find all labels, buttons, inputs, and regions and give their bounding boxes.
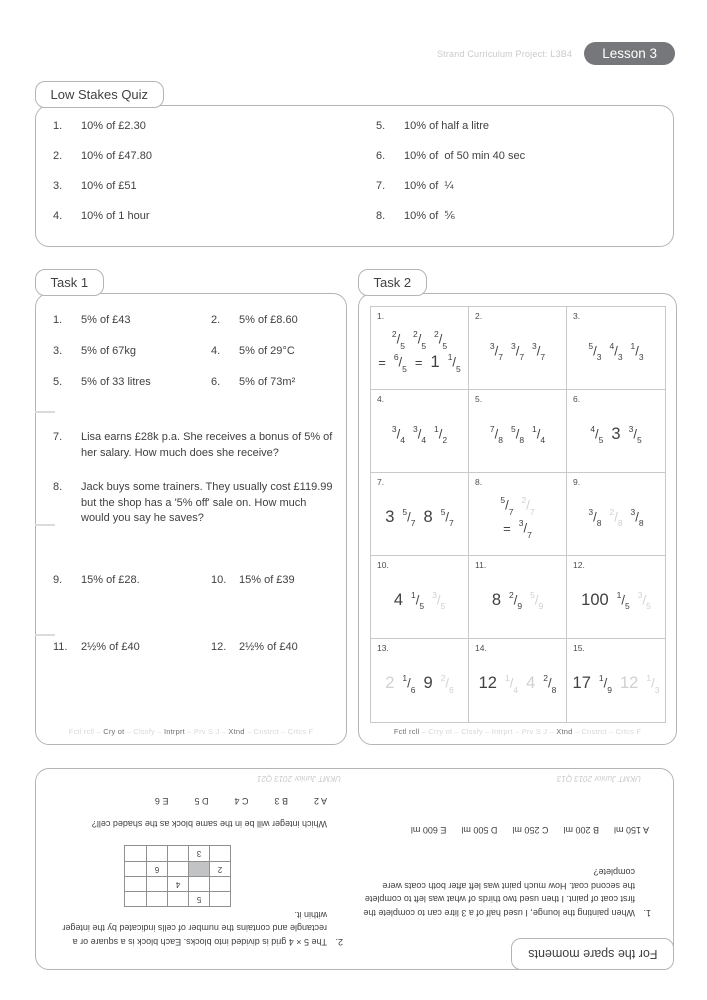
item-number: 3. [53,345,63,357]
item-number: 10. [211,574,227,586]
item-number: 3. [53,180,63,192]
task1-word-problem [53,430,339,461]
skills-separator: – [154,727,164,736]
fraction: $^3/_7$ [518,518,532,540]
answer-option: C 4 [234,796,249,806]
answer-option: D 500 ml [461,825,498,835]
puzzle-cell: 2 [209,861,230,876]
quiz-item [376,120,525,133]
skills-separator: – [278,727,288,736]
answer-option: E 6 [154,796,169,806]
task2-cell-15 [567,639,665,722]
section-tick [35,634,55,636]
item-number: 6. [211,376,221,388]
fraction: $^7/_8$ [489,423,503,446]
fraction-line [588,342,643,361]
fraction-line [500,496,534,515]
task2-cell-7 [371,473,469,556]
number: 4 [526,674,536,692]
fraction: $^1/_5$ [447,351,461,374]
fraction-line [392,425,447,444]
cell-number: 6. [573,394,581,404]
task1-word-problem [53,480,339,527]
task1-item [53,574,211,587]
item-text: 10% of £2.30 [81,120,146,132]
fraction: $^3/_7$ [532,340,546,363]
item-number: 4. [53,210,63,222]
fraction: $^2/_6$ [440,673,454,695]
skill-label: Intrprt [491,727,513,736]
quiz-item [53,210,152,223]
skills-separator: – [572,727,582,736]
item-text: 10% of ⅚ [404,210,456,222]
skill-label: Clssfy [133,727,155,736]
skill-label: Prv S J [521,727,548,736]
skills-separator: – [184,727,194,736]
answer-option: D 5 [194,796,209,806]
item-number: 8. [376,210,386,222]
number: 3 [611,424,621,443]
number: 1 [430,352,440,371]
task1-grid-items [53,314,336,407]
fraction: $^3/_8$ [588,506,602,529]
fraction: $^5/_7$ [402,506,416,529]
item-text: 15% of £28. [81,574,140,586]
cell-content [371,556,468,638]
answer-option: A 2 [313,796,327,806]
cell-number: 11. [475,560,487,570]
puzzle-cell [167,861,188,876]
puzzle-grid-figure [124,845,231,907]
fraction-line [490,425,545,444]
task1-item [53,641,211,654]
question-body: The 5 × 4 grid is divided into blocks. Each block is a square or a rectangle and contains the number of cells indicated by the integer within it. [62,910,327,947]
skill-label: Fctl rcll [68,727,95,736]
quiz-item [53,120,152,133]
cell-number: 2. [475,311,483,321]
quiz-item [376,210,525,223]
question-text [351,865,651,919]
section-tick [35,411,55,413]
task1-panel [35,275,347,745]
fraction-line [588,508,643,527]
item-text: 5% of £43 [81,314,131,326]
cell-content [371,473,468,555]
fraction-line [573,674,660,693]
task2-fraction-grid [370,306,666,723]
number: 100 [581,590,609,609]
puzzle-cell [125,861,146,876]
puzzle-cell [125,876,146,891]
question-text [48,908,343,949]
cell-number: 7. [377,477,385,487]
answer-options [155,794,327,808]
skills-separator: – [419,727,429,736]
cell-number: 15. [573,643,585,653]
fraction: $^3/_7$ [510,340,525,363]
item-number: 2. [211,314,221,326]
task1-item [211,641,336,654]
fraction-line [385,508,454,527]
project-label: Strand Curriculum Project: L3B4 [436,48,573,59]
fraction-line [503,519,532,538]
task1-item [211,376,336,389]
fraction: $^2/_5$ [391,329,405,351]
fraction: $^3/_7$ [489,340,503,363]
quiz-item [53,180,152,193]
task1-title-tab: Task 1 [35,269,105,296]
item-text: 10% of £51 [81,180,137,192]
cell-number: 3. [573,311,581,321]
fraction: $^5/_7$ [440,506,454,529]
item-number: 4. [211,345,221,357]
question-prompt: Which integer will be in the same block as the shaded cell? [91,819,327,829]
cell-number: 10. [377,560,389,570]
cell-number: 5. [475,394,483,404]
number: 4 [393,590,403,609]
fraction: $^2/_7$ [521,495,535,517]
puzzle-cell: 4 [167,876,188,891]
puzzle-cell [146,891,167,906]
number: 2 [385,674,395,692]
skill-label: Xtnd [556,727,573,736]
fraction-line [581,591,651,610]
fraction: $^1/_5$ [616,589,630,612]
puzzle-cell [146,876,167,891]
item-number: 8. [53,481,63,493]
question-body: When painting the lounge, I used half of a 3 litre can to complete the first coat of paint. I then used two thirds of what was left to complete the second coat. How much paint was left after both coats were complete? [363,867,635,918]
section-tick [35,524,55,526]
fraction-line [394,591,445,610]
answer-option: A 150 ml [613,825,649,835]
spare-question-2 [43,769,343,969]
task2-cell-2 [469,307,567,390]
fraction-line [385,674,454,693]
fraction: $^5/_8$ [510,423,525,446]
cell-number: 14. [475,643,487,653]
cell-content [371,639,468,722]
cell-number: 13. [377,643,389,653]
page-header [437,42,675,65]
fraction: $^5/_7$ [500,495,514,517]
number: 12 [478,674,497,692]
cell-number: 12. [573,560,585,570]
skill-label: Crtcs F [287,727,314,736]
source-label: UKMT Junior 2013 Q13 [556,774,641,783]
fraction: $^6/_5$ [393,351,407,374]
answer-option: B 200 ml [563,825,599,835]
number: 9 [423,674,433,692]
fraction: $^2/_5$ [434,329,448,351]
item-text: 10% of half a litre [404,120,489,132]
fraction: $^3/_5$ [637,589,651,612]
task2-cell-1 [371,307,469,390]
item-text: 10% of ¼ [404,180,454,192]
fraction: $^1/_9$ [598,673,612,695]
fraction: $^2/_9$ [509,589,523,612]
fraction: $^3/_8$ [630,506,644,529]
skill-label: Cry ot [103,727,125,736]
quiz-item [376,150,525,163]
puzzle-cell [209,876,230,891]
item-number: 5. [53,376,63,388]
skill-label: Crry ot [428,727,453,736]
fraction-line [392,330,447,349]
cell-content [371,307,468,389]
task2-cell-5 [469,390,567,473]
cell-content [469,556,566,638]
skill-label: Xtnd [228,727,245,736]
item-number: 9. [53,574,63,586]
fraction-line [378,353,461,372]
item-text: Lisa earns £28k p.a. She receives a bonus of 5% of her salary. How much does she receive? [81,431,336,459]
fraction-line [490,342,545,361]
task2-cell-6 [567,390,665,473]
number: 17 [572,674,591,692]
puzzle-cell [209,891,230,906]
task1-bottom-items [53,574,336,708]
item-text: Jack buys some trainers. They usually cost £119.99 but the shop has a '5% off' sale on. How much would you say he saves? [81,481,336,524]
spare-moments-panel [35,768,674,970]
number: 8 [491,590,501,609]
puzzle-cell [167,891,188,906]
cell-content [567,473,665,555]
fraction: $^1/_4$ [532,423,546,446]
task1-item [211,314,336,327]
number: = [503,520,511,536]
answer-option: B 3 [274,796,288,806]
task1-item [53,314,211,327]
fraction: $^5/_9$ [530,589,544,612]
item-number: 6. [376,150,386,162]
task1-item [211,345,336,358]
skill-label: Intrprt [163,727,185,736]
cell-content [567,639,665,722]
fraction: $^3/_5$ [432,589,446,612]
item-number: 1. [53,120,63,132]
skill-label: Cnstrct [581,727,607,736]
quiz-column-left [53,120,152,240]
item-number: 2. [53,150,63,162]
skills-separator: – [512,727,522,736]
fraction: $^1/_3$ [646,673,660,695]
cell-content [469,390,566,472]
question-number: 1. [643,908,651,918]
puzzle-cell [146,846,167,861]
item-text: 2½% of £40 [81,641,140,653]
item-number: 12. [211,641,227,653]
item-number: 1. [53,314,63,326]
fraction: $^3/_4$ [391,423,405,446]
fraction: $^3/_4$ [412,423,427,446]
puzzle-cell: 3 [188,846,209,861]
puzzle-cell [209,846,230,861]
fraction: $^4/_5$ [590,423,604,446]
number: 3 [385,507,395,526]
fraction: $^1/_4$ [504,673,519,695]
item-text: 15% of £39 [239,574,295,586]
skills-separator: – [452,727,462,736]
answer-option: E 600 ml [410,825,447,835]
fraction: $^3/_5$ [628,423,642,446]
item-number: 7. [53,431,63,443]
fraction: $^1/_5$ [411,589,425,612]
fraction: $^1/_3$ [630,340,644,363]
fraction: $^2/_5$ [412,329,427,351]
task1-item [53,345,211,358]
fraction: $^5/_3$ [588,340,602,363]
item-number: 5. [376,120,386,132]
task2-cell-12 [567,556,665,639]
task2-cell-13 [371,639,469,722]
task2-panel [358,275,677,745]
item-text: 2½% of £40 [239,641,298,653]
source-label: UKMT Junior 2013 Q21 [256,774,341,783]
puzzle-cell [188,876,209,891]
cell-number: 9. [573,477,581,487]
task1-item [53,376,211,389]
item-text: 10% of 1 hour [81,210,150,222]
number: = [414,354,423,370]
cell-content [567,556,665,638]
item-text: 5% of 73m² [239,376,296,388]
task2-cell-11 [469,556,567,639]
low-stakes-quiz-panel [35,87,674,247]
cell-number: 4. [377,394,385,404]
task1-item [211,574,336,587]
task2-title-tab: Task 2 [358,269,428,296]
fraction: $^1/_2$ [434,423,448,446]
puzzle-cell [167,846,188,861]
skill-label: Clssfy [461,727,483,736]
fraction-line [590,425,641,444]
fraction: $^1/_6$ [402,673,416,695]
number: 12 [620,674,639,692]
cell-content [469,307,566,389]
puzzle-cell: 6 [146,861,167,876]
task2-cell-4 [371,390,469,473]
spare-question-1 [346,769,651,969]
cell-number: 1. [377,311,385,321]
skills-separator: – [482,727,492,736]
fraction: $^2/_8$ [543,673,557,695]
question-number: 2. [335,937,343,947]
task2-cell-3 [567,307,665,390]
task1-skills-footer [36,727,346,736]
quiz-column-right [376,120,525,240]
skills-separator: – [547,727,557,736]
fraction-line [492,591,543,610]
cell-number: 8. [475,477,483,487]
skill-label: Prv S J [193,727,220,736]
item-text: 5% of £8.60 [239,314,298,326]
quiz-title-tab: Low Stakes Quiz [35,81,165,108]
quiz-item [53,150,152,163]
skills-separator: – [94,727,104,736]
cell-content [469,639,566,722]
spare-title-tab: For the spare moments [511,939,674,971]
item-number: 11. [53,641,68,653]
quiz-item [376,180,525,193]
item-text: 5% of 67kg [81,345,137,357]
puzzle-cell [125,891,146,906]
task2-cell-10 [371,556,469,639]
skill-label: Fctl rcll [393,727,420,736]
answer-options [411,823,649,837]
item-text: 5% of 33 litres [81,376,151,388]
skills-separator: – [244,727,254,736]
fraction: $^4/_3$ [609,340,623,363]
task2-skills-footer [359,727,676,736]
skills-separator: – [606,727,616,736]
cell-content [469,473,566,555]
item-text: 5% of 29°C [239,345,295,357]
task2-cell-8 [469,473,567,556]
lesson-badge: Lesson 3 [584,42,675,65]
cell-content [371,390,468,472]
rotated-content [36,769,673,969]
skill-label: Cnstrct [253,727,279,736]
task2-cell-9 [567,473,665,556]
number: 8 [423,507,433,526]
skill-label: Crtcs F [615,727,642,736]
skills-separator: – [124,727,134,736]
puzzle-cell [125,846,146,861]
item-number: 7. [376,180,386,192]
task2-cell-14 [469,639,567,722]
answer-option: C 250 ml [512,825,549,835]
task1-word-problems [53,430,339,546]
cell-content [567,390,665,472]
puzzle-cell: 5 [188,891,209,906]
item-text: 10% of of 50 min 40 sec [404,150,526,162]
puzzle-cell [188,861,209,876]
number: = [378,354,386,370]
item-text: 10% of £47.80 [81,150,152,162]
cell-content [567,307,665,389]
skills-separator: – [219,727,229,736]
fraction-line [479,674,557,693]
fraction: $^2/_8$ [609,506,623,529]
